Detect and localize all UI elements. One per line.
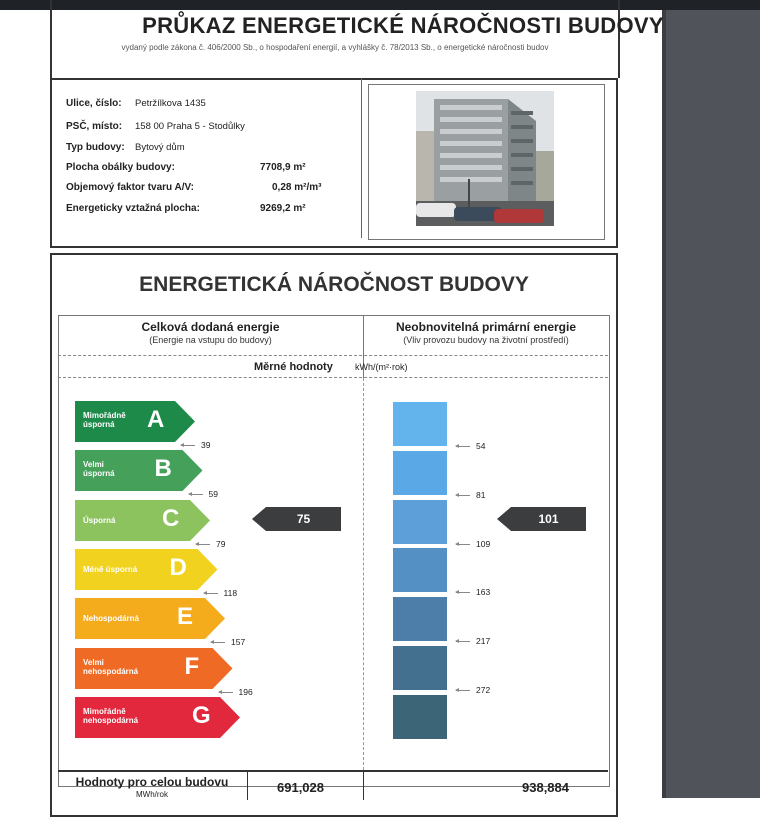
energy-class-name-line1: Mimořádně: [83, 707, 126, 716]
viewer-background: [665, 0, 760, 798]
energy-class-name-line2: úsporná: [83, 420, 115, 429]
col1-subtitle: (Energie na vstupu do budovy): [149, 335, 272, 345]
street-row: [66, 98, 206, 109]
col1-threshold-value: 157: [231, 637, 246, 647]
primary-energy-band-3: [393, 500, 447, 544]
col2-threshold: [456, 685, 490, 695]
energy-class-name-line1: Velmi: [83, 658, 104, 667]
energy-class-letter: E: [177, 603, 194, 630]
col2-threshold: [456, 490, 485, 500]
energy-class-letter: B: [154, 455, 172, 482]
col2-threshold-value: 54: [476, 441, 486, 451]
energy-class-letter: F: [184, 653, 200, 680]
street-value: Petržílkova 1435: [135, 98, 206, 109]
specific-values-label: Měrné hodnoty: [254, 361, 333, 373]
col1-threshold: [196, 539, 225, 549]
whole-building-unit: MWh/rok: [136, 790, 168, 799]
energy-class-a: [75, 401, 195, 442]
energy-class-name-line1: Méně úsporná: [83, 565, 138, 574]
energy-class-d: [75, 549, 218, 590]
col2-threshold-value: 109: [476, 539, 491, 549]
energy-class-name-line1: Úsporná: [83, 516, 116, 525]
col1-title: Celková dodaná energie: [141, 320, 280, 334]
header-divider: [58, 355, 608, 356]
energy-class-label: [83, 707, 138, 725]
col1-value-pointer: [266, 507, 341, 531]
col2-title: Neobnovitelná primární energie: [395, 320, 577, 334]
type-label: Typ budovy:: [66, 142, 125, 153]
energy-class-letter: G: [192, 702, 211, 729]
rating-title: ENERGETICKÁ NÁROČNOST BUDOVY: [139, 273, 529, 296]
energy-class-label: [83, 411, 126, 429]
column-dashed-divider: [363, 378, 364, 770]
col1-threshold: [211, 637, 245, 647]
col2-threshold-value: 163: [476, 587, 491, 597]
envelope-value: 7708,9 m²: [260, 162, 306, 173]
primary-energy-band-2: [393, 451, 447, 495]
header-frame: [50, 0, 620, 78]
street-label: Ulice, číslo:: [66, 98, 122, 109]
primary-energy-band-5: [393, 597, 447, 641]
zip-value: 158 00 Praha 5 - Stodůlky: [135, 121, 245, 132]
col1-threshold-value: 39: [201, 440, 211, 450]
specific-values-unit: kWh/(m²·rok): [355, 362, 408, 372]
col1-threshold-value: 59: [208, 489, 218, 499]
col1-threshold-value: 196: [238, 687, 253, 697]
energy-class-name-line2: nehospodárná: [83, 667, 139, 676]
col2-threshold: [456, 587, 490, 597]
col2-header: [364, 320, 608, 345]
col2-threshold: [456, 636, 490, 646]
zip-label: PSČ, místo:: [66, 121, 123, 132]
energy-class-label: [83, 516, 115, 525]
reference-area-row: [66, 203, 306, 214]
col2-subtitle: (Vliv provozu budovy na životní prostředí): [403, 335, 569, 345]
type-value: Bytový dům: [135, 142, 185, 153]
energy-class-letter: C: [162, 505, 180, 532]
shape-factor-value: 0,28 m²/m³: [272, 182, 322, 193]
col1-total: 691,028: [277, 780, 324, 795]
energy-class-label: [83, 460, 115, 478]
col1-threshold: [219, 687, 253, 697]
type-row: [66, 142, 185, 153]
col1-threshold-value: 118: [223, 588, 238, 598]
col2-threshold-value: 217: [476, 636, 491, 646]
shape-factor-row: [66, 182, 322, 193]
reference-area-label: Energeticky vztažná plocha:: [66, 203, 200, 214]
energy-class-letter: D: [169, 554, 187, 581]
energy-class-f: [75, 648, 233, 689]
col1-threshold-value: 79: [216, 539, 226, 549]
document-subtitle: vydaný podle zákona č. 406/2000 Sb., o hospodaření energií, a vyhlášky č. 78/2013 Sb., o energetické náročnosti budov: [121, 43, 549, 52]
energy-class-name-line2: úsporná: [83, 469, 115, 478]
col1-value: 75: [296, 512, 311, 526]
energy-class-b: [75, 450, 203, 491]
col2-threshold-value: 81: [476, 490, 486, 500]
energy-class-c: [75, 500, 210, 541]
primary-energy-band-1: [393, 402, 447, 446]
primary-energy-band-7: [393, 695, 447, 739]
envelope-label: Plocha obálky budovy:: [66, 162, 175, 173]
col2-threshold: [456, 441, 485, 451]
energy-class-name-line1: Mimořádně: [83, 411, 126, 420]
energy-class-letter: A: [147, 406, 165, 433]
envelope-row: [66, 162, 306, 173]
col1-threshold: [181, 440, 210, 450]
energy-class-name-line2: nehospodárná: [83, 716, 139, 725]
primary-energy-band-6: [393, 646, 447, 690]
col2-threshold-value: 272: [476, 685, 491, 695]
primary-energy-band-4: [393, 548, 447, 592]
energy-class-e: [75, 598, 225, 639]
shape-factor-label: Objemový faktor tvaru A/V:: [66, 182, 194, 193]
col2-value: 101: [538, 512, 559, 526]
energy-class-label: [83, 565, 137, 574]
energy-class-name-line1: Nehospodárná: [83, 614, 140, 623]
page-shadow: [662, 0, 666, 798]
col2-value-pointer: [511, 507, 586, 531]
energy-class-label: [83, 658, 138, 676]
energy-class-label: [83, 614, 139, 623]
col2-threshold: [456, 539, 490, 549]
whole-building-label: Hodnoty pro celou budovu: [75, 775, 229, 789]
footer-divider-1: [247, 770, 248, 800]
zip-row: [66, 121, 245, 132]
energy-class-name-line1: Velmi: [83, 460, 104, 469]
energy-class-g: [75, 697, 240, 738]
col2-total: 938,884: [522, 780, 569, 795]
document-title: PRŮKAZ ENERGETICKÉ NÁROČNOSTI BUDOVY: [142, 13, 664, 38]
building-photo: [416, 91, 554, 226]
specific-divider: [58, 377, 608, 378]
reference-area-value: 9269,2 m²: [260, 203, 306, 214]
col1-header: [58, 320, 363, 345]
footer-divider-2: [363, 770, 364, 800]
col1-threshold: [204, 588, 238, 598]
col1-threshold: [189, 489, 218, 499]
